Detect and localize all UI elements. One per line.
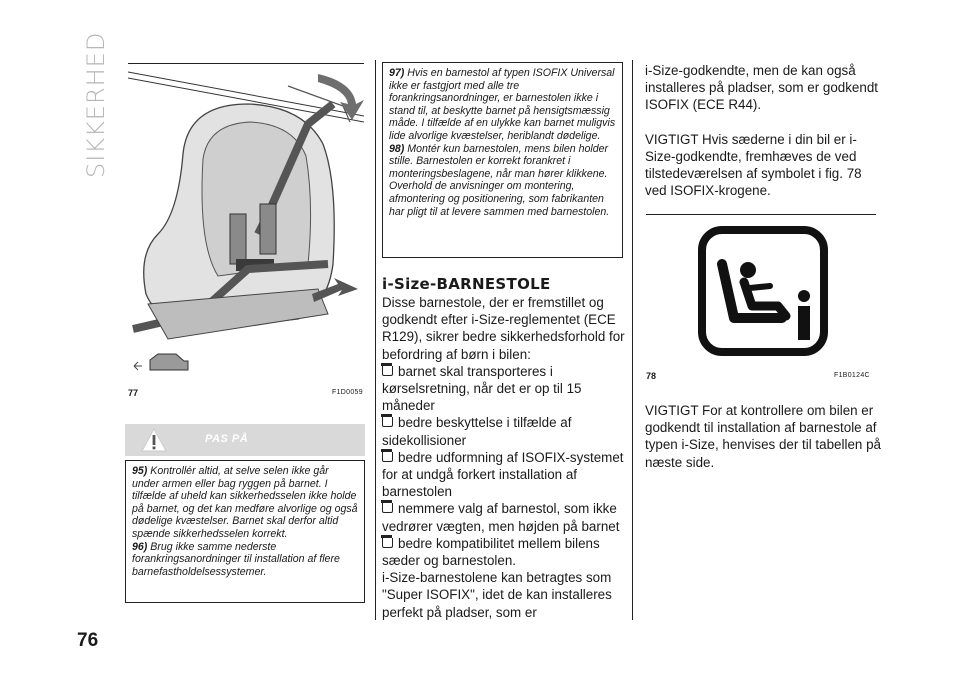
isize-symbol-icon [698,226,828,356]
figure-top-rule [646,214,876,215]
col3-text-bottom [645,402,881,471]
isize-intro: Disse barnestole, der er fremstillet og godkendt efter i-Size-reglementet (ECE R129), sikrer bedre sikkerhedsforhold for befordring af børn i bilen: [382,295,625,362]
paragraph: i-Size-godkendte, men de kan også installeres på pladser, som er godkendt ISOFIX (ECE R44). [645,63,878,113]
bullet-icon [382,417,393,427]
column-divider [632,60,633,620]
section-title: SIKKERHED [82,31,110,178]
warning-box-continued [382,62,623,258]
col3-text-top [645,62,881,199]
list-item: bedre beskyttelse i tilfælde af sidekollisioner [382,415,572,448]
car-icon [150,354,188,370]
list-item: nemmere valg af barnestol, som ikke vedrører vægten, men højden på barnet [382,501,620,534]
harness-strap-left [230,214,246,264]
isize-body [382,294,626,621]
bullet-icon [382,452,393,462]
bullet-icon [382,503,393,513]
warning-triangle-icon [141,428,167,452]
figure-code: F1D0059 [332,389,363,396]
figure-number: 78 [646,371,657,381]
warning-item: 96) Brug ikke samme nederste forankringsanordninger til installation af flere barnefastholdelsessystemer. [132,540,340,578]
harness-strap-right [260,204,276,254]
bullet-icon [382,538,393,548]
isize-heading: i-Size-BARNESTOLE [382,275,551,293]
paragraph: VIGTIGT For at kontrollere om bilen er godkendt til installation af barnestole af typen i-Size, henvises der til tabellen på næste side. [645,403,881,470]
isize-outro: i-Size-barnestolene kan betragtes som "Super ISOFIX", idet de kan installeres perfekt på pladser, som er [382,570,612,620]
figure-number: 77 [128,388,139,398]
list-item: bedre udformning af ISOFIX-systemet for at undgå forkert installation af barnestolen [382,449,624,500]
child-seat-illustration [128,64,364,384]
warning-item: 97) Hvis en barnestol af typen ISOFIX Universal ikke er fastgjort med alle tre forankringsanordninger, er barnestolen ikke i stand til, at beskytte barnet på hensigtsmæssig måde. I tilfælde af en ulykke kan barnet muligvis lide alvorlige kvæstelser, heriblandt dødelige. [389,67,616,142]
bullet-icon [382,366,393,376]
paragraph: VIGTIGT Hvis sæderne i din bil er i-Size-godkendte, fremhæves de ved tilstedeværelsen af symbolet i fig. 78 ved ISOFIX-krogene. [645,131,862,199]
direction-arrow-icon [134,362,142,370]
warning-item: 95) Kontrollér altid, at selve selen ikke går under armen eller bag ryggen på barnet. I tilfælde af uheld kan sikkerhedsselen ikke holde på barnet, og det kan medføre alvorlige og også dødelige kvæstelser. Barnet skal derfor altid spænde sikkerhedsselen korrekt. [132,465,358,540]
figure-code: F1B0124C [834,372,870,379]
figure-77-child-seat [128,64,364,384]
column-divider [375,60,376,620]
warning-item: 98) Montér kun barnestolen, mens bilen holder stille. Barnestolen er korrekt forankret i monteringsbeslagene, når man hører klikkene. Overhold de anvisninger om montering, afmontering og positionering, som fabrikanten har pligt til at levere sammen med barnestolen. [389,142,610,218]
page-number: 76 [77,630,99,651]
list-item: barnet skal transporteres i kørselsretning, når det er op til 15 måneder [382,363,582,414]
figure-78-isize-symbol [698,226,828,356]
warning-box [125,460,365,603]
warning-header [125,424,365,456]
warning-title: PAS PÅ [205,433,249,445]
list-item: bedre kompatibilitet mellem bilens sæder og barnestolen. [382,535,600,569]
